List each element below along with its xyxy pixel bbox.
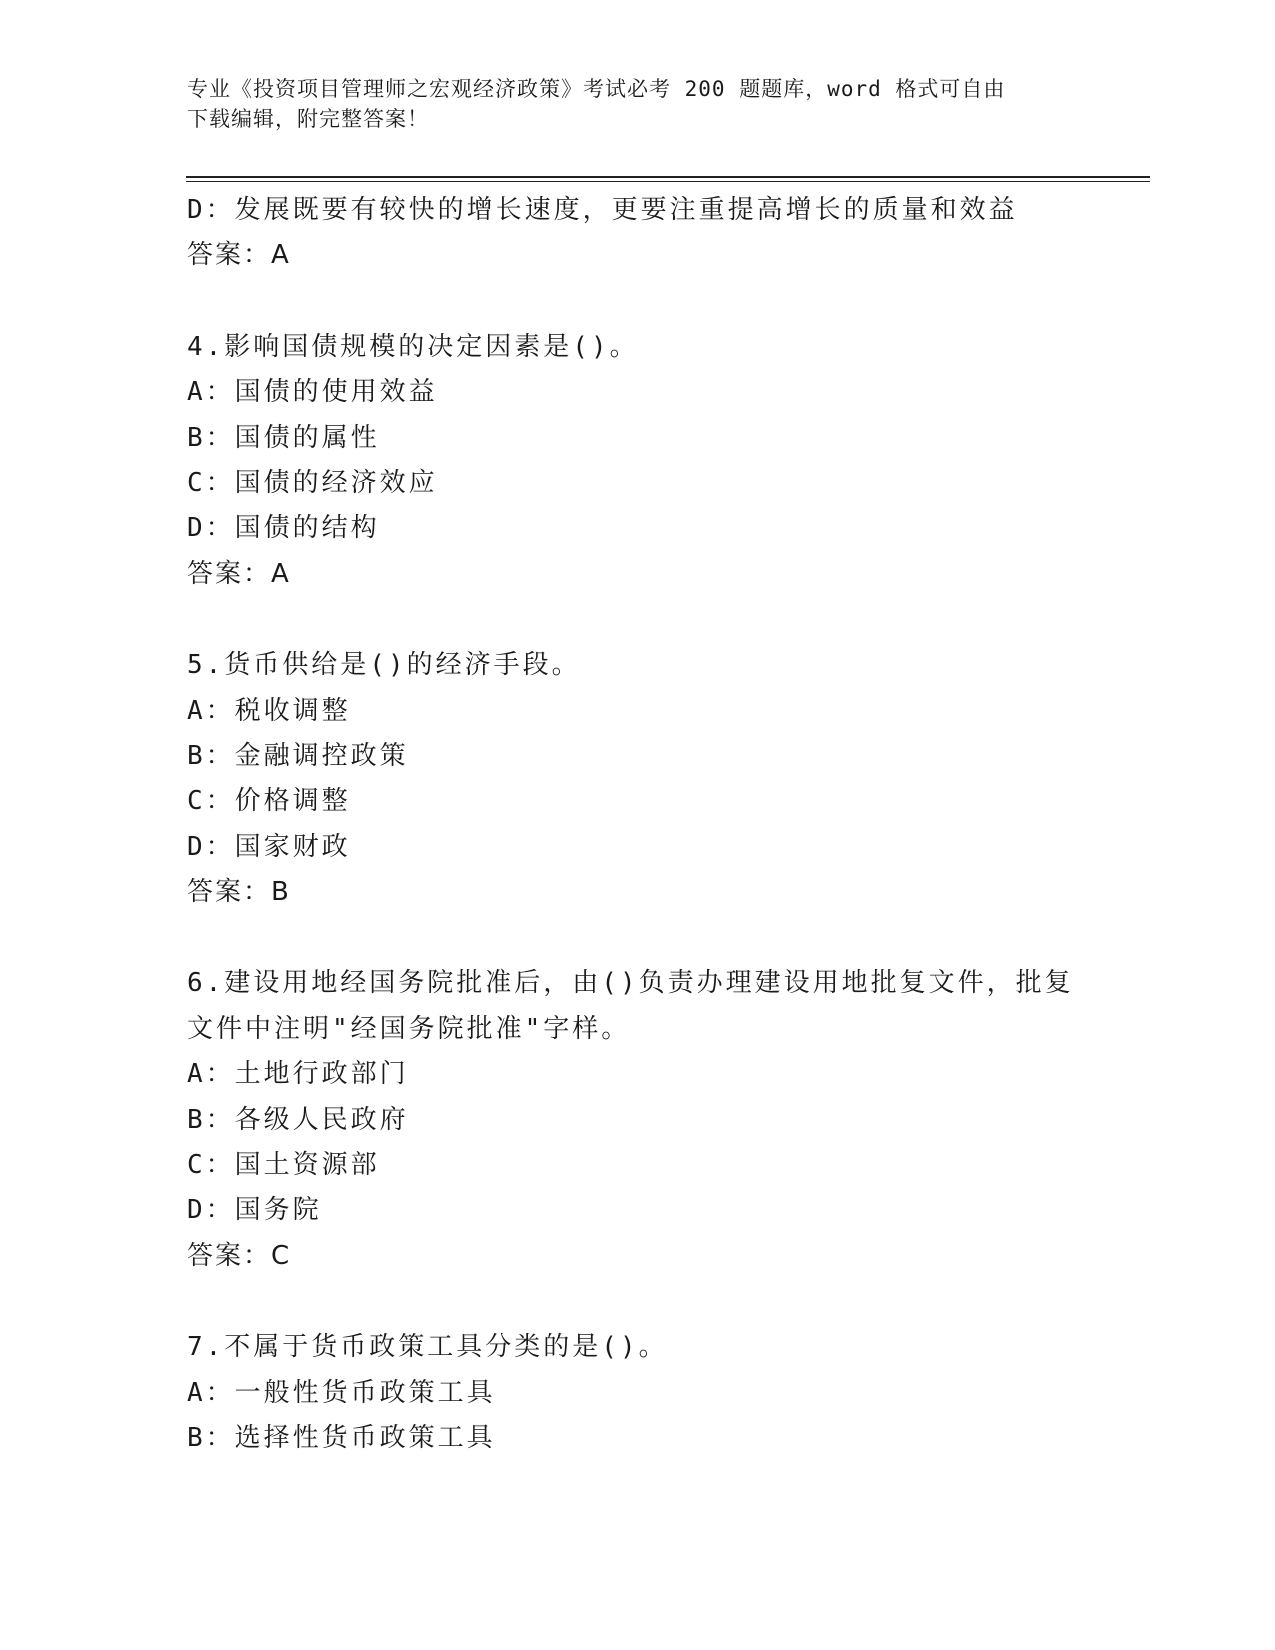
option-c: C：国土资源部 — [187, 1150, 380, 1181]
header-line-1: 专业《投资项目管理师之宏观经济政策》考试必考 200 题题库，word 格式可自由 — [187, 77, 1006, 101]
question-stem: 7.不属于货币政策工具分类的是()。 — [187, 1332, 668, 1363]
question-6 — [187, 961, 1087, 1279]
previous-question-fragment — [187, 188, 1087, 279]
option-d: D：国务院 — [187, 1195, 322, 1226]
header-line-2: 下载编辑，附完整答案！ — [187, 107, 429, 131]
option-b: B：各级人民政府 — [187, 1104, 409, 1135]
answer-line: 答案：A — [187, 240, 291, 271]
option-d: D：国家财政 — [187, 831, 351, 862]
option-d: D：国债的结构 — [187, 513, 380, 544]
question-stem-continued: 文件中注明"经国务院批准"字样。 — [187, 1013, 631, 1044]
option-a: A：一般性货币政策工具 — [187, 1377, 496, 1408]
question-stem: 6.建设用地经国务院批准后，由()负责办理建设用地批复文件，批复 — [187, 968, 1074, 999]
option-b: B：国债的属性 — [187, 422, 380, 453]
header-divider-thin — [186, 181, 1150, 182]
question-4 — [187, 325, 1087, 597]
question-5 — [187, 643, 1087, 915]
document-header — [187, 74, 1067, 134]
option-d: D：发展既要有较快的增长速度，更要注重提高增长的质量和效益 — [187, 195, 1018, 225]
option-b: B：选择性货币政策工具 — [187, 1422, 496, 1453]
answer-line: 答案：B — [187, 877, 291, 908]
option-a: A：国债的使用效益 — [187, 377, 438, 408]
question-stem: 4.影响国债规模的决定因素是()。 — [187, 331, 639, 362]
option-c: C：国债的经济效应 — [187, 467, 438, 498]
option-c: C：价格调整 — [187, 786, 351, 817]
header-divider-thick — [186, 176, 1150, 178]
question-7 — [187, 1325, 1087, 1461]
answer-line: 答案：A — [187, 558, 291, 589]
question-list — [187, 188, 1087, 1461]
question-stem: 5.货币供给是()的经济手段。 — [187, 650, 581, 681]
option-b: B：金融调控政策 — [187, 740, 409, 771]
answer-line: 答案：C — [187, 1240, 292, 1271]
option-a: A：税收调整 — [187, 695, 351, 726]
option-a: A：土地行政部门 — [187, 1059, 409, 1090]
